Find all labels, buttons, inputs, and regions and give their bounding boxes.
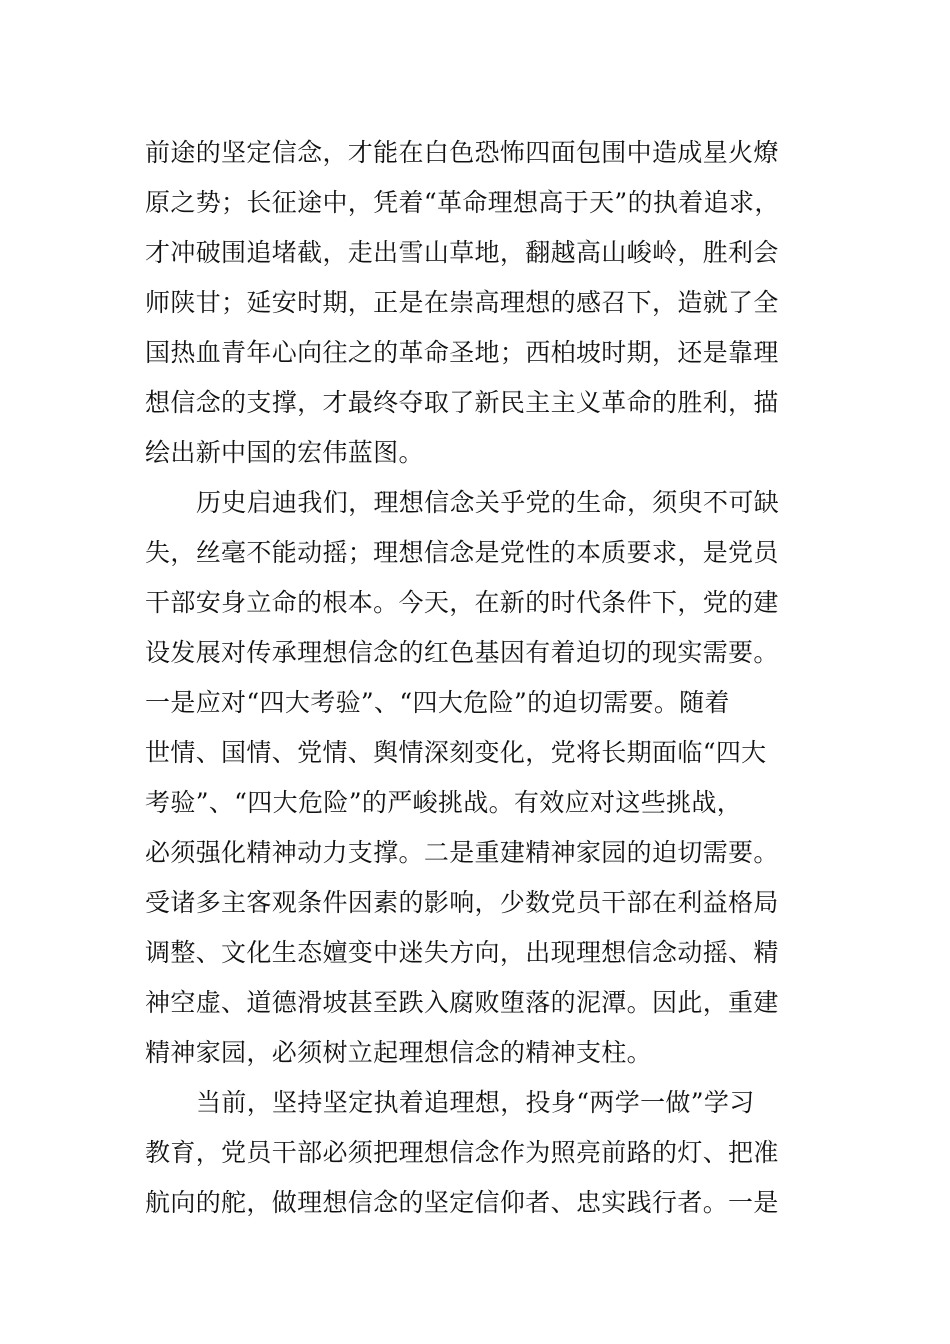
text-line: 前途的坚定信念，才能在白色恐怖四面包围中造成星火燎 [145, 138, 779, 167]
text-line: 教育，党员干部必须把理想信念作为照亮前路的灯、把准 [145, 1138, 779, 1167]
text-line: 绘出新中国的宏伟蓝图。 [145, 438, 424, 467]
text-line: 干部安身立命的根本。今天，在新的时代条件下，党的建 [145, 588, 779, 617]
text-line: 原之势；长征途中，凭着“革命理想高于天”的执着追求， [145, 188, 780, 217]
text-line: 必须强化精神动力支撑。二是重建精神家园的迫切需要。 [145, 838, 779, 867]
text-line: 一是应对“四大考验”、“四大危险”的迫切需要。随着 [145, 688, 730, 717]
text-line: 想信念的支撑，才最终夺取了新民主主义革命的胜利，描 [145, 388, 779, 417]
paragraph-first-line: 当前，坚持坚定执着追理想，投身“两学一做”学习 [196, 1088, 755, 1117]
text-line: 才冲破围追堵截，走出雪山草地，翻越高山峻岭，胜利会 [145, 238, 779, 267]
text-line: 精神家园，必须树立起理想信念的精神支柱。 [145, 1038, 653, 1067]
text-line: 国热血青年心向往之的革命圣地；西柏坡时期，还是靠理 [145, 338, 779, 367]
text-line: 考验”、“四大危险”的严峻挑战。有效应对这些挑战， [145, 788, 743, 817]
text-line: 受诸多主客观条件因素的影响，少数党员干部在利益格局 [145, 888, 779, 917]
text-line: 设发展对传承理想信念的红色基因有着迫切的现实需要。 [145, 638, 779, 667]
text-line: 神空虚、道德滑坡甚至跌入腐败堕落的泥潭。因此，重建 [145, 988, 779, 1017]
text-line: 世情、国情、党情、舆情深刻变化，党将长期面临“四大 [145, 738, 767, 767]
text-line: 师陕甘；延安时期，正是在崇高理想的感召下，造就了全 [145, 288, 779, 317]
text-line: 航向的舵，做理想信念的坚定信仰者、忠实践行者。一是 [145, 1188, 779, 1217]
text-line: 调整、文化生态嬗变中迷失方向，出现理想信念动摇、精 [145, 938, 779, 967]
paragraph-first-line: 历史启迪我们，理想信念关乎党的生命，须臾不可缺 [196, 488, 780, 517]
text-line: 失，丝毫不能动摇；理想信念是党性的本质要求，是党员 [145, 538, 779, 567]
document-page [145, 128, 795, 1228]
